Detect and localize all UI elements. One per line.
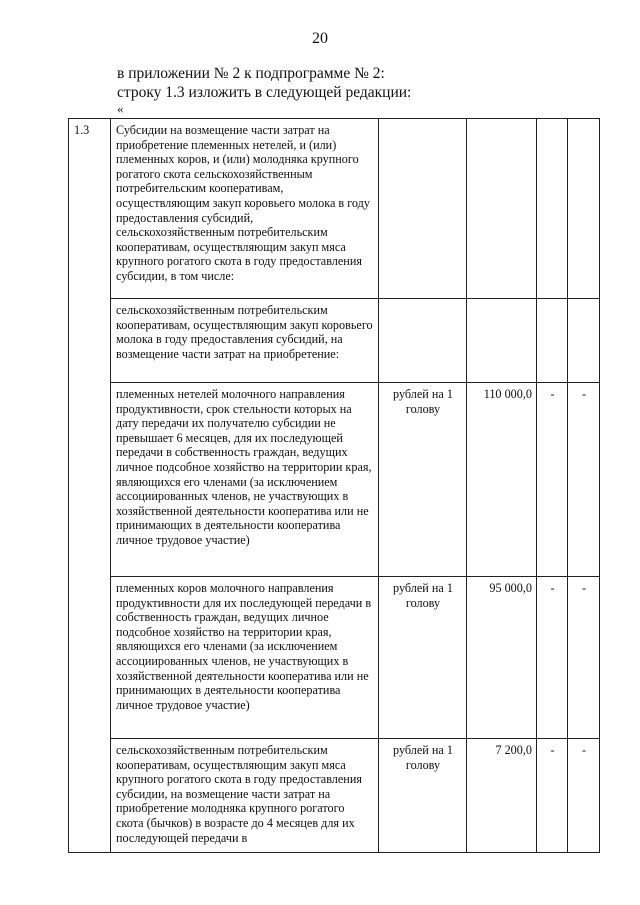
value-cell: - [568, 739, 600, 853]
value-cell: - [568, 577, 600, 739]
amount-cell: 95 000,0 [467, 577, 537, 739]
value-cell [568, 119, 600, 299]
unit-cell: рублей на 1 голову [379, 739, 467, 853]
value-cell: - [537, 739, 568, 853]
row-number-cell: 1.3 [69, 119, 111, 853]
table-row [69, 739, 600, 853]
amount-cell: 110 000,0 [467, 383, 537, 577]
description-cell: сельскохозяйственным потребительским кооперативам, осуществляющим закуп коровьего молока в году предоставления субсидий, на возмещение части затрат на приобретение: [111, 299, 379, 383]
unit-cell [379, 299, 467, 383]
table-row [69, 299, 600, 383]
value-cell [568, 299, 600, 383]
value-cell: - [568, 383, 600, 577]
amount-cell [467, 299, 537, 383]
unit-cell: рублей на 1 голову [379, 577, 467, 739]
value-cell: - [537, 577, 568, 739]
description-cell: племенных нетелей молочного направления продуктивности, срок стельности которых на дату передачи их получателю субсидии не превышает 6 месяцев, для их последующей передачи в собственность граждан, ведущих личное подсобное хозяйство на территории края, являющихся его членами (за исключением ассоциированных членов, не участвующих в хозяйственной деятельности кооператива или не принимающих в деятельности кооператива личное трудовое участие) [111, 383, 379, 577]
intro-line-1: в приложении № 2 к подпрограмме № 2: [117, 65, 385, 82]
description-cell: Субсидии на возмещение части затрат на приобретение племенных нетелей, и (или) племенных коров, и (или) молодняка крупного рогатого скота сельскохозяйственным потребительским кооперативам, осуществляющим закуп коровьего молока в году предоставления субсидий, сельскохозяйственным потребительским кооперативам, осуществляющим закуп мяса крупного рогатого скота в году предоставления субсидии, в том числе: [111, 119, 379, 299]
value-cell [537, 299, 568, 383]
unit-cell [379, 119, 467, 299]
intro-line-2: строку 1.3 изложить в следующей редакции: [117, 84, 412, 101]
opening-quote: « [117, 101, 124, 116]
table-row [69, 383, 600, 577]
description-cell: сельскохозяйственным потребительским кооперативам, осуществляющим закуп мяса крупного рогатого скота в году предоставления субсидии, на возмещение части затрат на приобретение молодняка крупного рогатого скота (бычков) в возрасте до 4 месяцев для их последующей передачи в [111, 739, 379, 853]
subsidy-table [68, 118, 600, 853]
intro-text [117, 64, 411, 116]
page-number: 20 [312, 30, 328, 47]
amount-cell [467, 119, 537, 299]
unit-cell: рублей на 1 голову [379, 383, 467, 577]
amount-cell: 7 200,0 [467, 739, 537, 853]
description-cell: племенных коров молочного направления продуктивности для их последующей передачи в собственность граждан, ведущих личное подсобное хозяйство на территории края, являющихся его членами (за исключением ассоциированных членов, не участвующих в хозяйственной деятельности кооператива или не принимающих в деятельности кооператива личное трудовое участие) [111, 577, 379, 739]
value-cell: - [537, 383, 568, 577]
table-row [69, 119, 600, 299]
value-cell [537, 119, 568, 299]
table-row [69, 577, 600, 739]
